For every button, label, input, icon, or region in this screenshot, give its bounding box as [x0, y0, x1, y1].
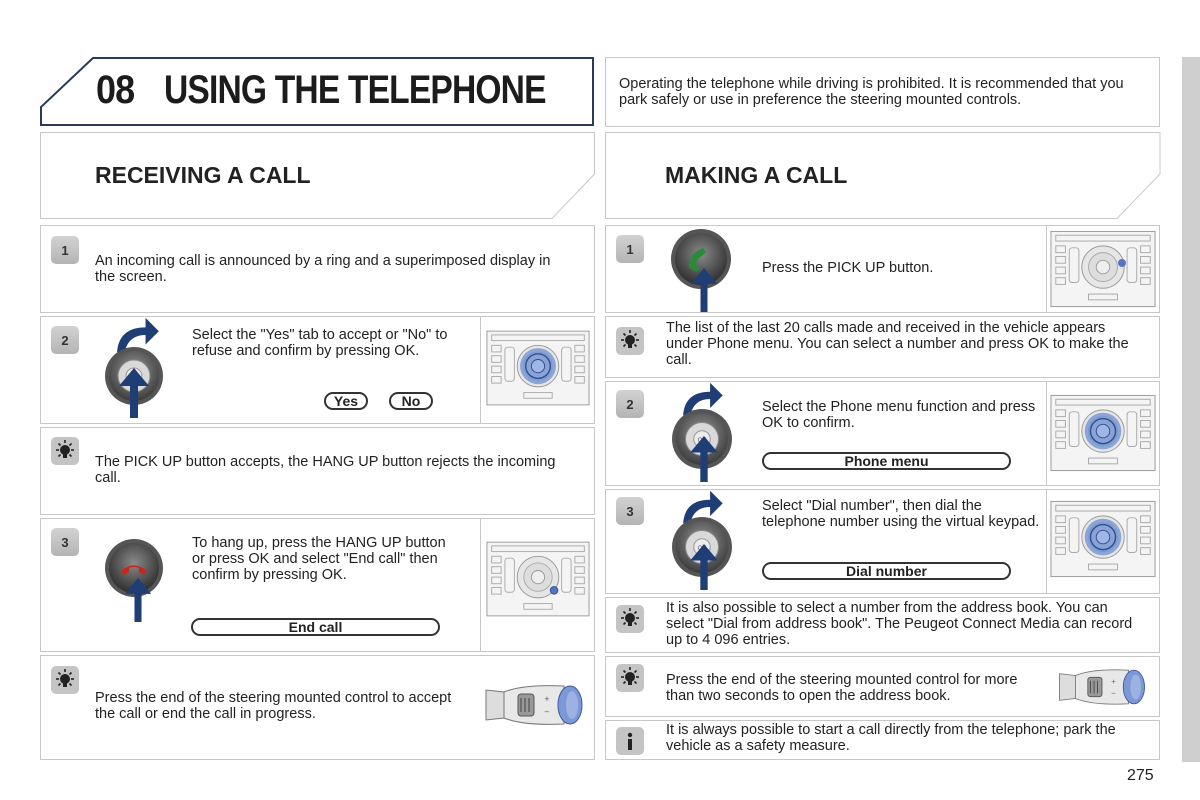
- receiving-step-3-text: To hang up, press the HANG UP button or press OK and select "End call" then confirm by pressing OK.: [192, 535, 446, 583]
- up-arrow-icon: [689, 268, 719, 312]
- no-tab[interactable]: No: [389, 392, 433, 410]
- lightbulb-icon: [51, 666, 79, 694]
- yes-tab[interactable]: Yes: [324, 392, 368, 410]
- receiving-step-1-text: An incoming call is announced by a ring and a superimposed display in the screen.: [95, 253, 551, 285]
- steering-stalk-icon: [1052, 656, 1152, 718]
- making-info-text: It is always possible to start a call directly from the telephone; park the vehicle as a safety measure.: [666, 722, 1116, 754]
- making-tip-2-text: It is also possible to select a number from the address book. You can select "Dial from address book". The Peugeot Connect Media can record up to 4 096 entries.: [666, 600, 1133, 648]
- up-arrow-icon: [123, 578, 153, 622]
- head-unit-panel-icon: [486, 540, 590, 618]
- warning-text: Operating the telephone while driving is prohibited. It is recommended that you park safely or use in preference the steering mounted controls.: [619, 76, 1124, 108]
- chapter-number: 08: [96, 68, 135, 112]
- divider: [480, 316, 481, 424]
- steering-stalk-icon: [484, 670, 584, 740]
- step-number-badge: 3: [616, 497, 644, 525]
- lightbulb-icon: [51, 437, 79, 465]
- page-number: 275: [1127, 767, 1154, 784]
- lightbulb-icon: [616, 327, 644, 355]
- info-icon: [616, 727, 644, 755]
- step-number-badge: 2: [616, 390, 644, 418]
- receiving-tip-1-text: The PICK UP button accepts, the HANG UP button rejects the incoming call.: [95, 454, 556, 486]
- lightbulb-icon: [616, 605, 644, 633]
- head-unit-panel-icon: [1050, 230, 1156, 308]
- up-arrow-icon: [689, 544, 719, 590]
- receiving-heading: RECEIVING A CALL: [95, 162, 311, 188]
- step-number-badge: 2: [51, 326, 79, 354]
- up-arrow-icon: [689, 436, 719, 482]
- divider: [1046, 489, 1047, 594]
- head-unit-panel-icon: [486, 329, 590, 407]
- receiving-step-2-text: Select the "Yes" tab to accept or "No" to refuse and confirm by pressing OK.: [192, 327, 448, 359]
- making-step-2-text: Select the Phone menu function and press OK to confirm.: [762, 399, 1036, 431]
- lightbulb-icon: [616, 664, 644, 692]
- divider: [1046, 381, 1047, 486]
- making-tip-3-text: Press the end of the steering mounted control for more than two seconds to open the address book.: [666, 672, 1018, 704]
- up-arrow-icon: [119, 368, 149, 418]
- making-step-3-text: Select "Dial number", then dial the telephone number using the virtual keypad.: [762, 498, 1040, 530]
- step-number-badge: 1: [51, 236, 79, 264]
- divider: [480, 518, 481, 652]
- phone-menu-button[interactable]: Phone menu: [762, 452, 1011, 470]
- step-number-badge: 1: [616, 235, 644, 263]
- page-title: USING THE TELEPHONE: [164, 68, 546, 112]
- making-tip-1-text: The list of the last 20 calls made and received in the vehicle appears under Phone menu. You can select a number and press OK to make the call.: [666, 320, 1129, 368]
- making-heading: MAKING A CALL: [665, 162, 848, 188]
- head-unit-panel-icon: [1050, 500, 1156, 578]
- divider: [1046, 225, 1047, 313]
- step-number-badge: 3: [51, 528, 79, 556]
- chapter-side-tab: [1182, 57, 1200, 762]
- receiving-tip-2-text: Press the end of the steering mounted control to accept the call or end the call in progress.: [95, 690, 452, 722]
- end-call-button[interactable]: End call: [191, 618, 440, 636]
- making-step-1-text: Press the PICK UP button.: [762, 260, 934, 276]
- head-unit-panel-icon: [1050, 394, 1156, 472]
- dial-number-button[interactable]: Dial number: [762, 562, 1011, 580]
